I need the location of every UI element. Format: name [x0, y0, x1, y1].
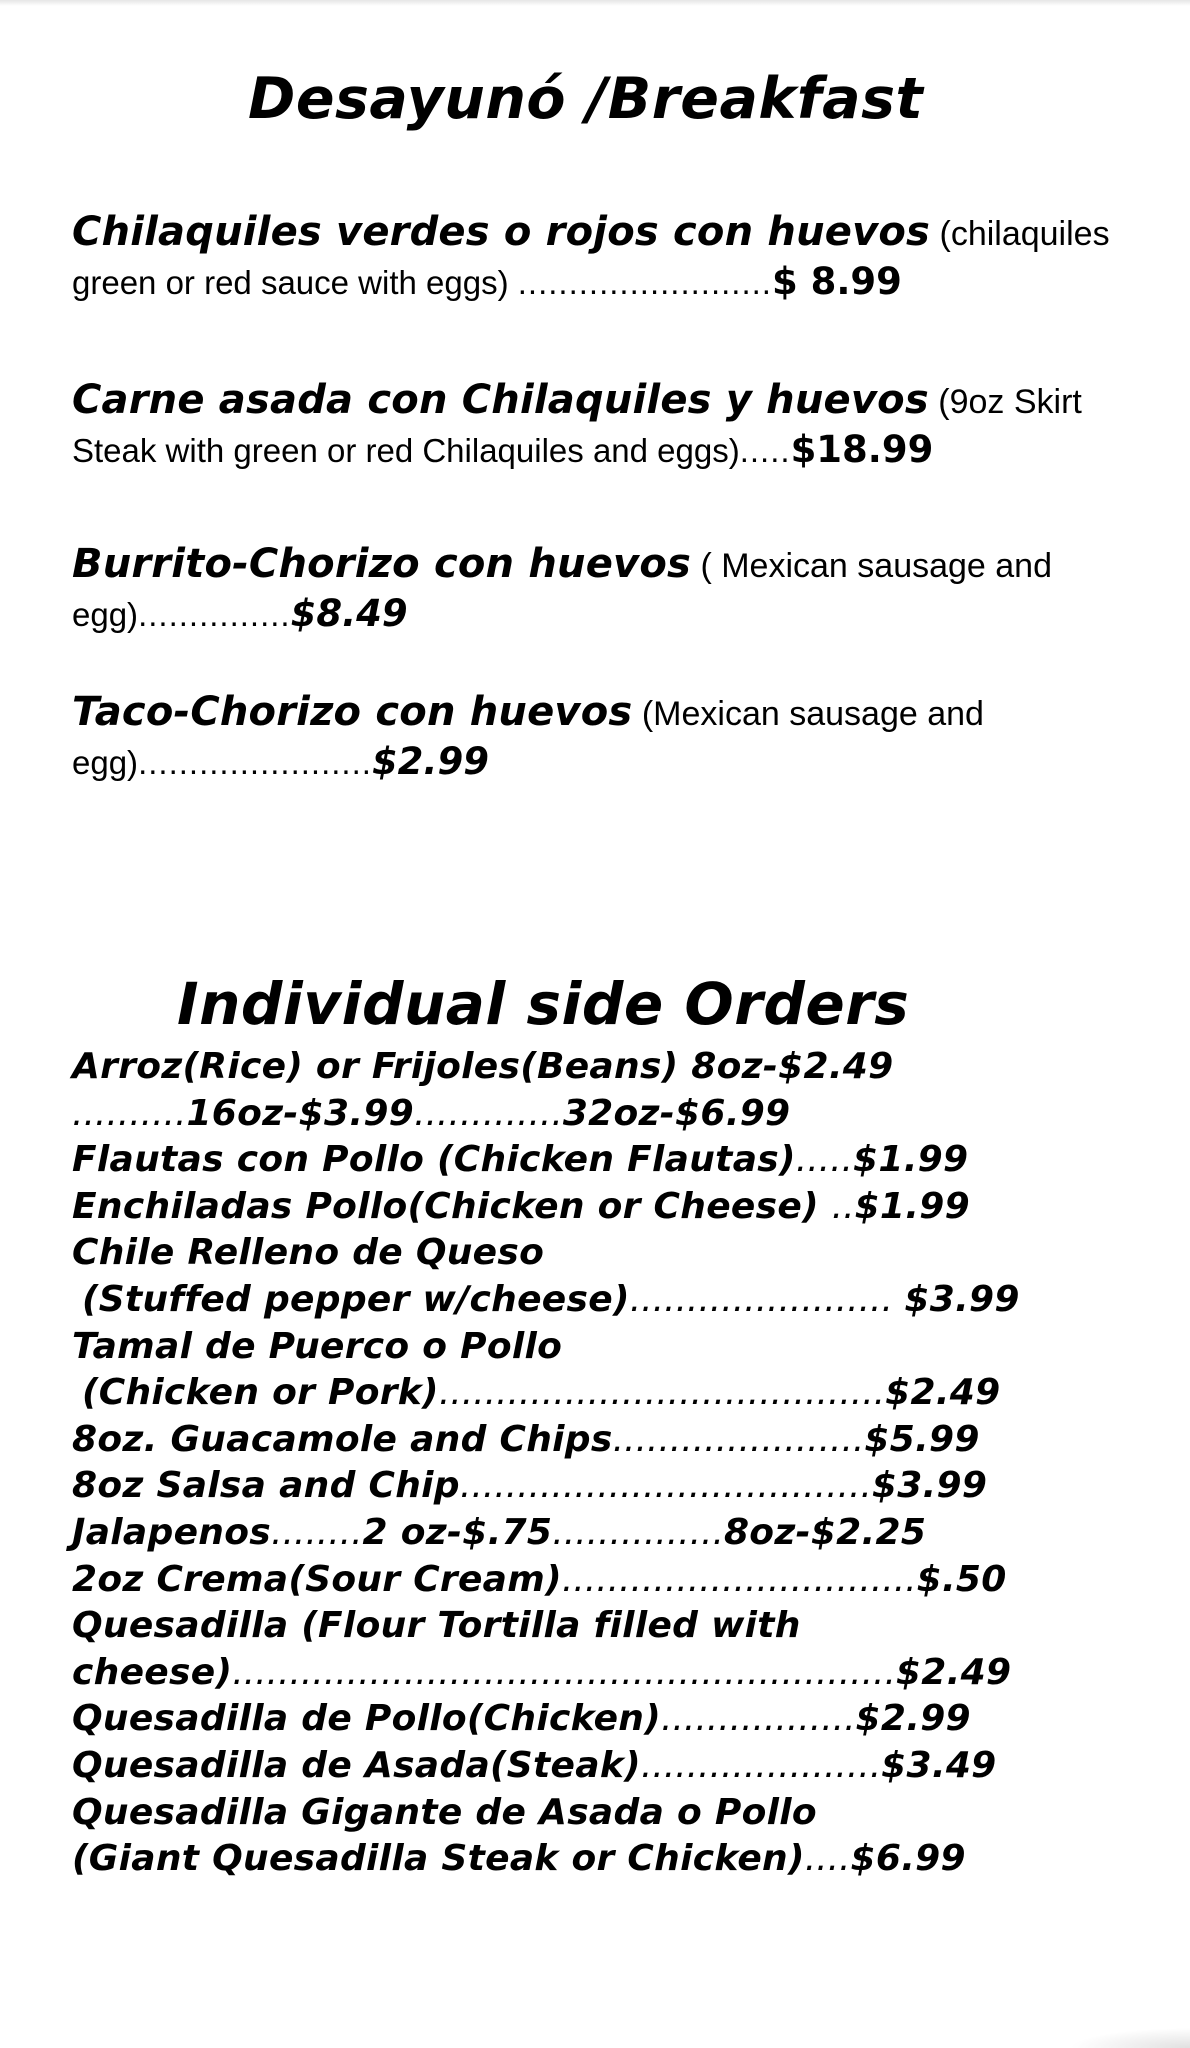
- side-price: 2 oz-$.75: [362, 1511, 553, 1553]
- side-line-quesadilla-pollo: [72, 1696, 1132, 1743]
- dot-leader: .......................: [138, 744, 372, 781]
- dot-leader: ....................................: [459, 1465, 872, 1507]
- dot-leader: .................: [660, 1698, 856, 1740]
- item-description-cont: Steak with green or red Chilaquiles and eggs): [72, 432, 740, 469]
- item-price: $18.99: [790, 428, 934, 471]
- side-line-quesadilla-asada: [72, 1743, 1132, 1790]
- item-description: (chilaquiles: [930, 215, 1110, 253]
- side-line-salsa: [72, 1463, 1132, 1510]
- dot-leader: ..........: [72, 1092, 187, 1134]
- dot-leader: ...............: [552, 1511, 724, 1553]
- top-edge-shadow: [0, 0, 1190, 6]
- breakfast-item-carne-asada: [72, 373, 1082, 473]
- side-price: $2.49: [895, 1651, 1012, 1693]
- dot-leader: .........................: [517, 264, 772, 301]
- side-line-jalapenos: [72, 1510, 1132, 1557]
- side-text: 8oz. Guacamole and Chips: [72, 1418, 613, 1460]
- corner-shadow: [1070, 2028, 1190, 2048]
- side-text: Flautas con Pollo (Chicken Flautas): [72, 1139, 796, 1181]
- item-description: (9oz Skirt: [928, 383, 1082, 421]
- side-line-crema: [72, 1557, 1132, 1604]
- dot-leader: ..: [831, 1185, 855, 1227]
- side-text: Quesadilla (Flour Tortilla filled with: [72, 1605, 801, 1647]
- side-text: Enchiladas Pollo(Chicken or Cheese): [72, 1185, 832, 1227]
- dot-leader: .....: [739, 432, 791, 469]
- side-price: 16oz-$3.99: [186, 1092, 415, 1134]
- item-price: $8.49: [290, 592, 408, 635]
- side-price: $1.99: [854, 1185, 970, 1227]
- side-text: Chile Relleno de Queso: [72, 1232, 545, 1274]
- side-price: $3.49: [881, 1744, 997, 1786]
- side-text: Quesadilla de Asada(Steak): [72, 1744, 641, 1786]
- item-description: ( Mexican sausage and: [691, 547, 1052, 585]
- side-price: $3.99: [871, 1465, 988, 1507]
- dot-leader: ...............: [138, 596, 291, 633]
- side-text: (Chicken or Pork): [82, 1372, 439, 1414]
- side-price: 8oz-$2.25: [723, 1511, 927, 1553]
- side-text: Quesadilla de Pollo(Chicken): [72, 1698, 661, 1740]
- side-text: (Stuffed pepper w/cheese): [82, 1278, 630, 1320]
- item-description-cont: egg): [72, 596, 139, 633]
- side-price: $6.99: [850, 1838, 966, 1880]
- item-name: Taco-Chorizo con huevos: [72, 689, 633, 735]
- side-text: cheese): [72, 1651, 233, 1693]
- side-line-quesadilla-gigante: [72, 1790, 1132, 1837]
- side-text: Quesadilla Gigante de Asada o Pollo: [72, 1791, 817, 1833]
- side-price: $2.99: [855, 1698, 971, 1740]
- dot-leader: ........: [271, 1511, 363, 1553]
- side-line-quesadilla: [72, 1603, 1132, 1650]
- dot-leader: ....: [804, 1838, 851, 1880]
- side-orders-title: Individual side Orders: [177, 970, 910, 1038]
- dot-leader: .......................: [629, 1278, 905, 1320]
- side-text: Tamal de Puerco o Pollo: [72, 1325, 563, 1367]
- dot-leader: .............: [414, 1092, 563, 1134]
- side-text: 8oz Salsa and Chip: [72, 1465, 460, 1507]
- side-line-giant-quesadilla: [72, 1836, 1132, 1883]
- item-price: $2.99: [371, 740, 489, 783]
- side-price: $3.99: [904, 1278, 1020, 1320]
- side-text: Arroz(Rice) or Frijoles(Beans) 8oz-$2.49: [72, 1046, 894, 1087]
- side-line-chile-relleno: [72, 1230, 1132, 1277]
- side-line-enchiladas: [72, 1184, 1132, 1231]
- breakfast-item-chilaquiles: [72, 205, 1110, 305]
- item-description-cont: green or red sauce with eggs): [72, 264, 518, 301]
- dot-leader: .....: [795, 1139, 853, 1181]
- side-line-guacamole: [72, 1417, 1132, 1464]
- dot-leader: .....................: [640, 1744, 882, 1786]
- side-price: $5.99: [864, 1418, 980, 1460]
- dot-leader: ...............................: [561, 1558, 917, 1600]
- breakfast-item-taco-chorizo: [72, 685, 1072, 785]
- breakfast-title: Desayunó /Breakfast: [248, 66, 924, 132]
- side-line-chicken-pork: [72, 1370, 1132, 1417]
- dot-leader: .......................................: [438, 1372, 886, 1414]
- side-price: 32oz-$6.99: [562, 1092, 791, 1134]
- dot-leader: ......................: [612, 1418, 865, 1460]
- side-price: $1.99: [853, 1139, 969, 1181]
- side-line-rice-beans-sizes: [72, 1091, 1132, 1138]
- side-line-stuffed-pepper: [72, 1277, 1132, 1324]
- side-line-tamal: [72, 1324, 1132, 1371]
- item-price: $ 8.99: [771, 260, 902, 303]
- side-text: (Giant Quesadilla Steak or Chicken): [72, 1838, 805, 1880]
- item-description: (Mexican sausage and: [632, 695, 984, 733]
- item-description-cont: egg): [72, 744, 139, 781]
- side-line-flautas: [72, 1137, 1132, 1184]
- side-line-rice-beans: [72, 1044, 1132, 1091]
- side-price: $2.49: [885, 1372, 1001, 1414]
- side-price: $.50: [916, 1558, 1007, 1600]
- item-name: Chilaquiles verdes o rojos con huevos: [72, 209, 931, 255]
- dot-leader: ..........................................................: [232, 1651, 896, 1693]
- breakfast-item-burrito-chorizo: [72, 537, 1072, 637]
- item-name: Burrito-Chorizo con huevos: [72, 541, 692, 587]
- side-orders-list: [72, 1044, 1132, 1883]
- side-text: Jalapenos: [72, 1511, 271, 1553]
- item-name: Carne asada con Chilaquiles y huevos: [72, 377, 929, 423]
- side-text: 2oz Crema(Sour Cream): [72, 1558, 562, 1600]
- side-line-quesadilla-cheese: [72, 1650, 1132, 1697]
